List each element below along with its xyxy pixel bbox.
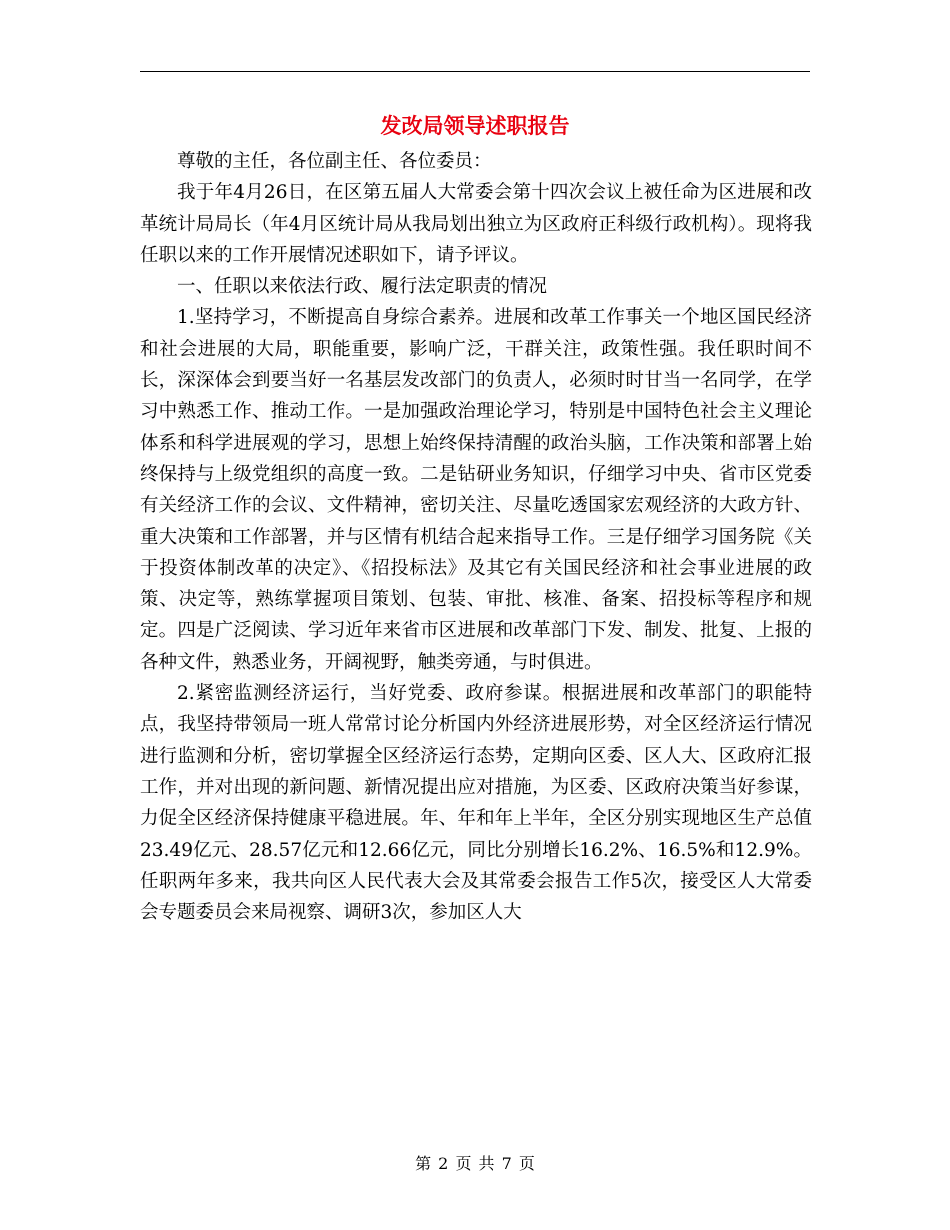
intro-paragraph: 我于年4月26日，在区第五届人大常委会第十四次会议上被任命为区进展和改革统计局局长（年4月区统计局从我局划出独立为区政府正科级行政机构）。现将我任职以来的工作开展情况述职如下，请予评议。 <box>140 182 812 266</box>
document-body <box>140 146 812 928</box>
body-paragraph: 2.紧密监测经济运行，当好党委、政府参谋。根据进展和改革部门的职能特点，我坚持带领局一班人常常讨论分析国内外经济进展形势，对全区经济运行情况进行监测和分析，密切掌握全区经济运行态势，定期向区委、区人大、区政府汇报工作，并对出现的新问题、新情况提出应对措施，为区委、区政府决策当好参谋，力促全区经济保持健康平稳进展。年、年和年上半年，全区分别实现地区生产总值23.49亿元、28.57亿元和12.66亿元，同比分别增长16.2%、16.5%和12.9%。任职两年多来，我共向区人民代表大会及其常委会报告工作5次，接受区人大常委会专题委员会来局视察、调研3次，参加区人大 <box>140 683 812 924</box>
salutation-paragraph: 尊敬的主任，各位副主任、各位委员： <box>177 151 492 172</box>
header-rule <box>140 71 810 72</box>
body-paragraph: 1.坚持学习，不断提高自身综合素养。进展和改革工作事关一个地区国民经济和社会进展的大局，职能重要，影响广泛，干群关注，政策性强。我任职时间不长，深深体会到要当好一名基层发改部门的负责人，必须时时甘当一名同学，在学习中熟悉工作、推动工作。一是加强政治理论学习，特别是中国特色社会主义理论体系和科学进展观的学习，思想上始终保持清醒的政治头脑，工作决策和部署上始终保持与上级党组织的高度一致。二是钻研业务知识，仔细学习中央、省市区党委有关经济工作的会议、文件精神，密切关注、尽量吃透国家宏观经济的大政方针、重大决策和工作部署，并与区情有机结合起来指导工作。三是仔细学习国务院《关于投资体制改革的决定》、《招投标法》及其它有关国民经济和社会事业进展的政策、决定等，熟练掌握项目策划、包装、审批、核准、备案、招投标等程序和规定。四是广泛阅读、学习近年来省市区进展和改革部门下发、制发、批复、上报的各种文件，熟悉业务，开阔视野，触类旁通，与时俱进。 <box>140 307 812 673</box>
page-number-footer: 第 2 页 共 7 页 <box>415 1154 535 1173</box>
section-heading: 一、任职以来依法行政、履行法定职责的情况 <box>177 276 548 298</box>
document-title: 发改局领导述职报告 <box>380 113 570 138</box>
